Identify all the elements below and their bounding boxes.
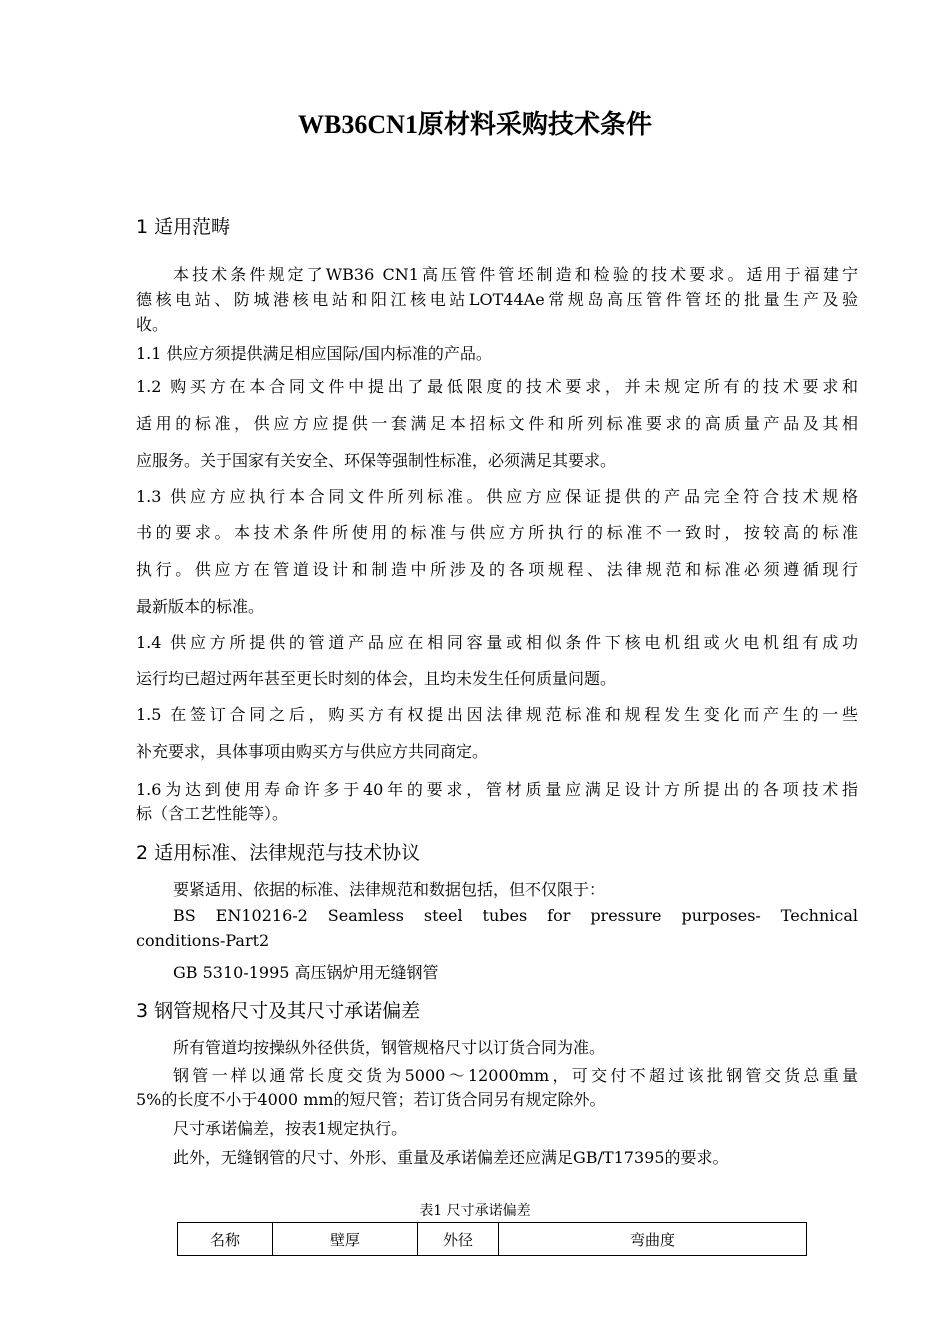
clause-1-3-line: 书的要求。本技术条件所使用的标准与供应方所执行的标准不一致时，按较高的标准 [136,523,858,542]
table-header-cell: 壁厚 [273,1223,418,1256]
section-2-heading: 2 适用标准、法律规范与技术协议 [136,842,421,864]
table-header-cell: 名称 [178,1223,273,1256]
section-3-line: 尺寸承诺偏差，按表1规定执行。 [173,1119,408,1138]
table-1 [177,1222,807,1256]
section-3-line: 此外，无缝钢管的尺寸、外形、重量及承诺偏差还应满足GB/T17395的要求。 [173,1148,729,1167]
clause-1-3-line: 执行。供应方在管道设计和制造中所涉及的各项规程、法律规范和标准必须遵循现行 [136,560,858,579]
clause-1-2-line: 1.2 购买方在本合同文件中提出了最低限度的技术要求，并未规定所有的技术要求和 [136,377,858,396]
document-title: WB36CN1原材料采购技术条件 [298,110,652,139]
section-3-heading: 3 钢管规格尺寸及其尺寸承诺偏差 [136,1000,421,1022]
table-header-cell: 弯曲度 [499,1223,807,1256]
table-1-caption: 表1 尺寸承诺偏差 [419,1203,531,1219]
clause-1-1: 1.1 供应方须提供满足相应国际/国内标准的产品。 [136,344,492,363]
section-1-intro-line: 本技术条件规定了WB36 CN1高压管件管坯制造和检验的技术要求。适用于福建宁 [173,265,858,284]
standard-bs-en10216-cont: conditions-Part2 [136,931,270,950]
clause-1-3-line: 1.3 供应方应执行本合同文件所列标准。供应方应保证提供的产品完全符合技术规格 [136,487,858,506]
clause-1-4-line: 1.4 供应方所提供的管道产品应在相同容量或相似条件下核电机组或火电机组有成功 [136,633,858,652]
clause-1-6-line: 1.6为达到使用寿命许多于40年的要求，管材质量应满足设计方所提出的各项技术指 [136,780,858,799]
table-header-cell: 外径 [418,1223,499,1256]
section-2-line: 要紧适用、依据的标准、法律规范和数据包括，但不仅限于： [173,880,606,899]
clause-1-2-line: 应服务。关于国家有关安全、环保等强制性标准，必须满足其要求。 [136,451,617,470]
section-1-intro-line: 德核电站、防城港核电站和阳江核电站LOT44Ae常规岛高压管件管坯的批量生产及验 [136,290,858,309]
standard-bs-en10216: BS EN10216-2 Seamless steel tubes for pressure purposes- Technical [173,906,858,925]
clause-1-4-line: 运行均已超过两年甚至更长时刻的体会，且均未发生任何质量问题。 [136,669,617,688]
section-3-line: 钢管一样以通常长度交货为5000～12000mm，可交付不超过该批钢管交货总重量 [173,1066,858,1085]
section-3-line: 5%的长度不小于4000 mm的短尺管；若订货合同另有规定除外。 [136,1090,606,1109]
section-1-heading: 1 适用范畴 [136,216,231,238]
table-header-row [178,1223,807,1256]
clause-1-2-line: 适用的标准，供应方应提供一套满足本招标文件和所列标准要求的高质量产品及其相 [136,414,858,433]
standard-gb5310: GB 5310-1995 高压锅炉用无缝钢管 [173,963,439,982]
clause-1-6-line: 标（含工艺性能等）。 [136,804,289,823]
section-1-intro-line: 收。 [136,315,169,334]
clause-1-5-line: 补充要求，具体事项由购买方与供应方共同商定。 [136,742,489,761]
clause-1-3-line: 最新版本的标准。 [136,597,265,616]
clause-1-5-line: 1.5 在签订合同之后，购买方有权提出因法律规范标准和规程发生变化而产生的一些 [136,705,858,724]
section-3-line: 所有管道均按操纵外径供货，钢管规格尺寸以订货合同为准。 [173,1038,606,1057]
